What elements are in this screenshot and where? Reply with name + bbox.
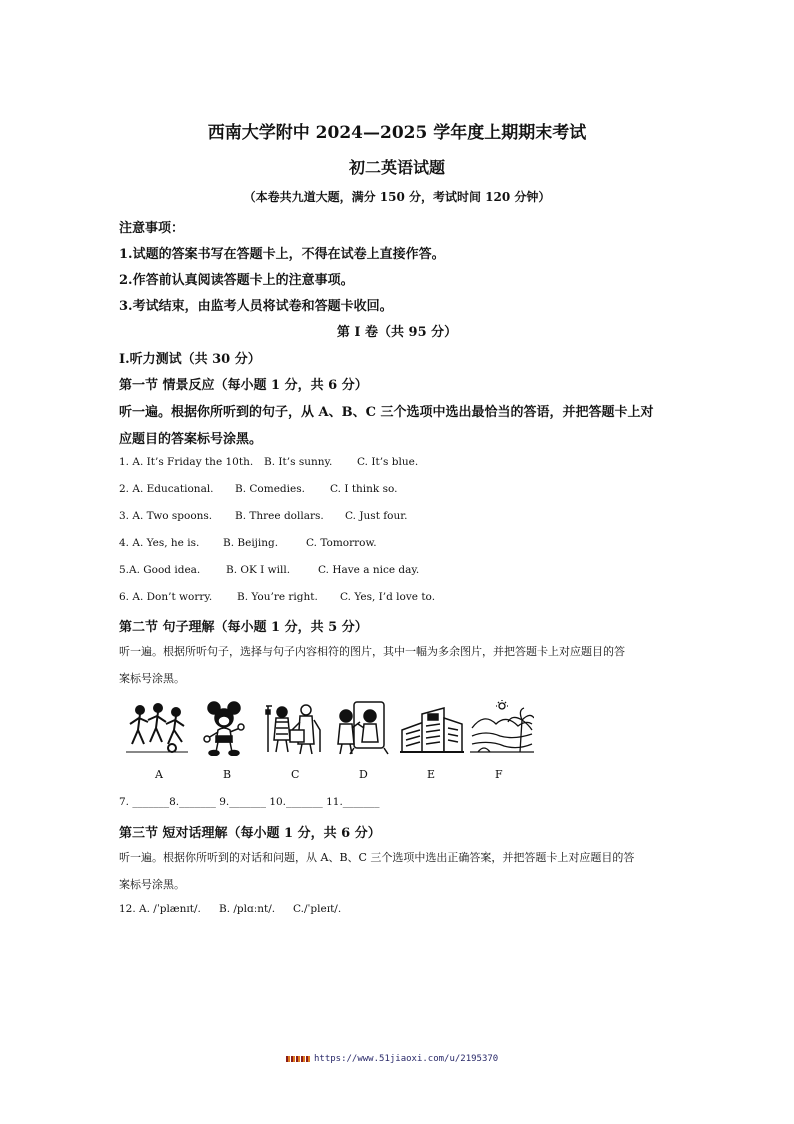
q6-option-b: B. You’re right.: [237, 591, 318, 603]
q4-option-b: B. Beijing.: [223, 537, 279, 549]
picture-label-a: A: [155, 768, 163, 781]
q3-option-a: 3. A. Two spoons.: [119, 510, 213, 522]
notices-heading: 注意事项：: [119, 221, 185, 236]
q12-option-c: C./ˈpleɪt/.: [293, 903, 342, 915]
q1-option-b: B. It’s sunny.: [264, 456, 333, 468]
site-logo-icon: [286, 1056, 310, 1062]
section3-instruction-1: 听一遍。根据你所听到的对话和问题，从 A、B、C 三个选项中选出正确答案，并把答题卡上对应题目的答: [119, 851, 635, 864]
section3-instruction-2: 案标号涂黑。: [119, 878, 185, 891]
section1-instruction-2: 应题目的答案标号涂黑。: [119, 432, 263, 447]
question-3: [119, 510, 559, 524]
answer-blanks: 7. _______8._______ 9._______ 10._______ 11._______: [119, 796, 380, 808]
beach-scene-icon: [470, 700, 534, 756]
q5-option-b: B. OK I will.: [226, 564, 291, 576]
q2-option-a: 2. A. Educational.: [119, 483, 214, 495]
question-12: [119, 903, 439, 917]
footer-url[interactable]: https://www.51jiaoxi.com/u/2195370: [314, 1054, 499, 1064]
q6-option-a: 6. A. Don’t worry.: [119, 591, 213, 603]
q5-option-c: C. Have a nice day.: [318, 564, 420, 576]
q12-option-b: B. /plɑːnt/.: [219, 903, 276, 915]
picture-label-e: E: [427, 768, 436, 781]
notice-item-2: 2.作答前认真阅读答题卡上的注意事项。: [119, 273, 354, 288]
question-2: [119, 483, 559, 497]
question-1: [119, 456, 559, 470]
q2-option-b: B. Comedies.: [235, 483, 305, 495]
question-4: [119, 537, 559, 551]
section1-title: 第一节 情景反应（每小题 1 分，共 6 分）: [119, 378, 368, 393]
mickey-mouse-icon: [202, 700, 248, 756]
section2-instruction-1: 听一遍。根据所听句子，选择与句子内容相符的图片，其中一幅为多余图片，并把答题卡上对应题目的答: [119, 645, 625, 658]
picture-label-f: F: [495, 768, 503, 781]
q3-option-c: C. Just four.: [345, 510, 408, 522]
q1-option-a: 1. A. It’s Friday the 10th.: [119, 456, 254, 468]
picture-label-c: C: [291, 768, 300, 781]
question-6: [119, 591, 559, 605]
q2-option-c: C. I think so.: [330, 483, 398, 495]
section2-instruction-2: 案标号涂黑。: [119, 672, 185, 685]
picture-label-d: D: [359, 768, 368, 781]
exam-subtitle: 初二英语试题: [348, 158, 445, 177]
part1-title: 第 I 卷（共 95 分）: [336, 325, 458, 340]
question-5: [119, 564, 559, 578]
soccer-players-icon: [126, 700, 188, 756]
section3-title: 第三节 短对话理解（每小题 1 分，共 6 分）: [119, 826, 381, 841]
exam-note: （本卷共九道大题，满分 150 分，考试时间 120 分钟）: [243, 190, 551, 204]
q12-option-a: 12. A. /ˈplænɪt/.: [119, 903, 201, 915]
doctor-patient-icon: [264, 700, 326, 756]
q4-option-a: 4. A. Yes, he is.: [119, 537, 200, 549]
q1-option-c: C. It’s blue.: [357, 456, 419, 468]
footer: [286, 1054, 498, 1064]
picture-label-b: B: [223, 768, 232, 781]
exam-title: 西南大学附中 2024—2025 学年度上期期末考试: [207, 123, 587, 143]
notice-item-1: 1.试题的答案书写在答题卡上，不得在试卷上直接作答。: [119, 247, 445, 262]
buildings-icon: [400, 700, 464, 756]
q4-option-c: C. Tomorrow.: [306, 537, 377, 549]
q3-option-b: B. Three dollars.: [235, 510, 324, 522]
q5-option-a: 5.A. Good idea.: [119, 564, 201, 576]
notice-item-3: 3.考试结束，由监考人员将试卷和答题卡收回。: [119, 299, 393, 314]
section2-title: 第二节 句子理解（每小题 1 分，共 5 分）: [119, 620, 368, 635]
mirror-girl-icon: [332, 700, 394, 756]
q6-option-c: C. Yes, I’d love to.: [340, 591, 436, 603]
listening-title: I.听力测试（共 30 分）: [119, 352, 261, 367]
picture-row: [120, 700, 540, 760]
section1-instruction-1: 听一遍。根据你所听到的句子，从 A、B、C 三个选项中选出最恰当的答语，并把答题卡上对: [119, 405, 654, 420]
